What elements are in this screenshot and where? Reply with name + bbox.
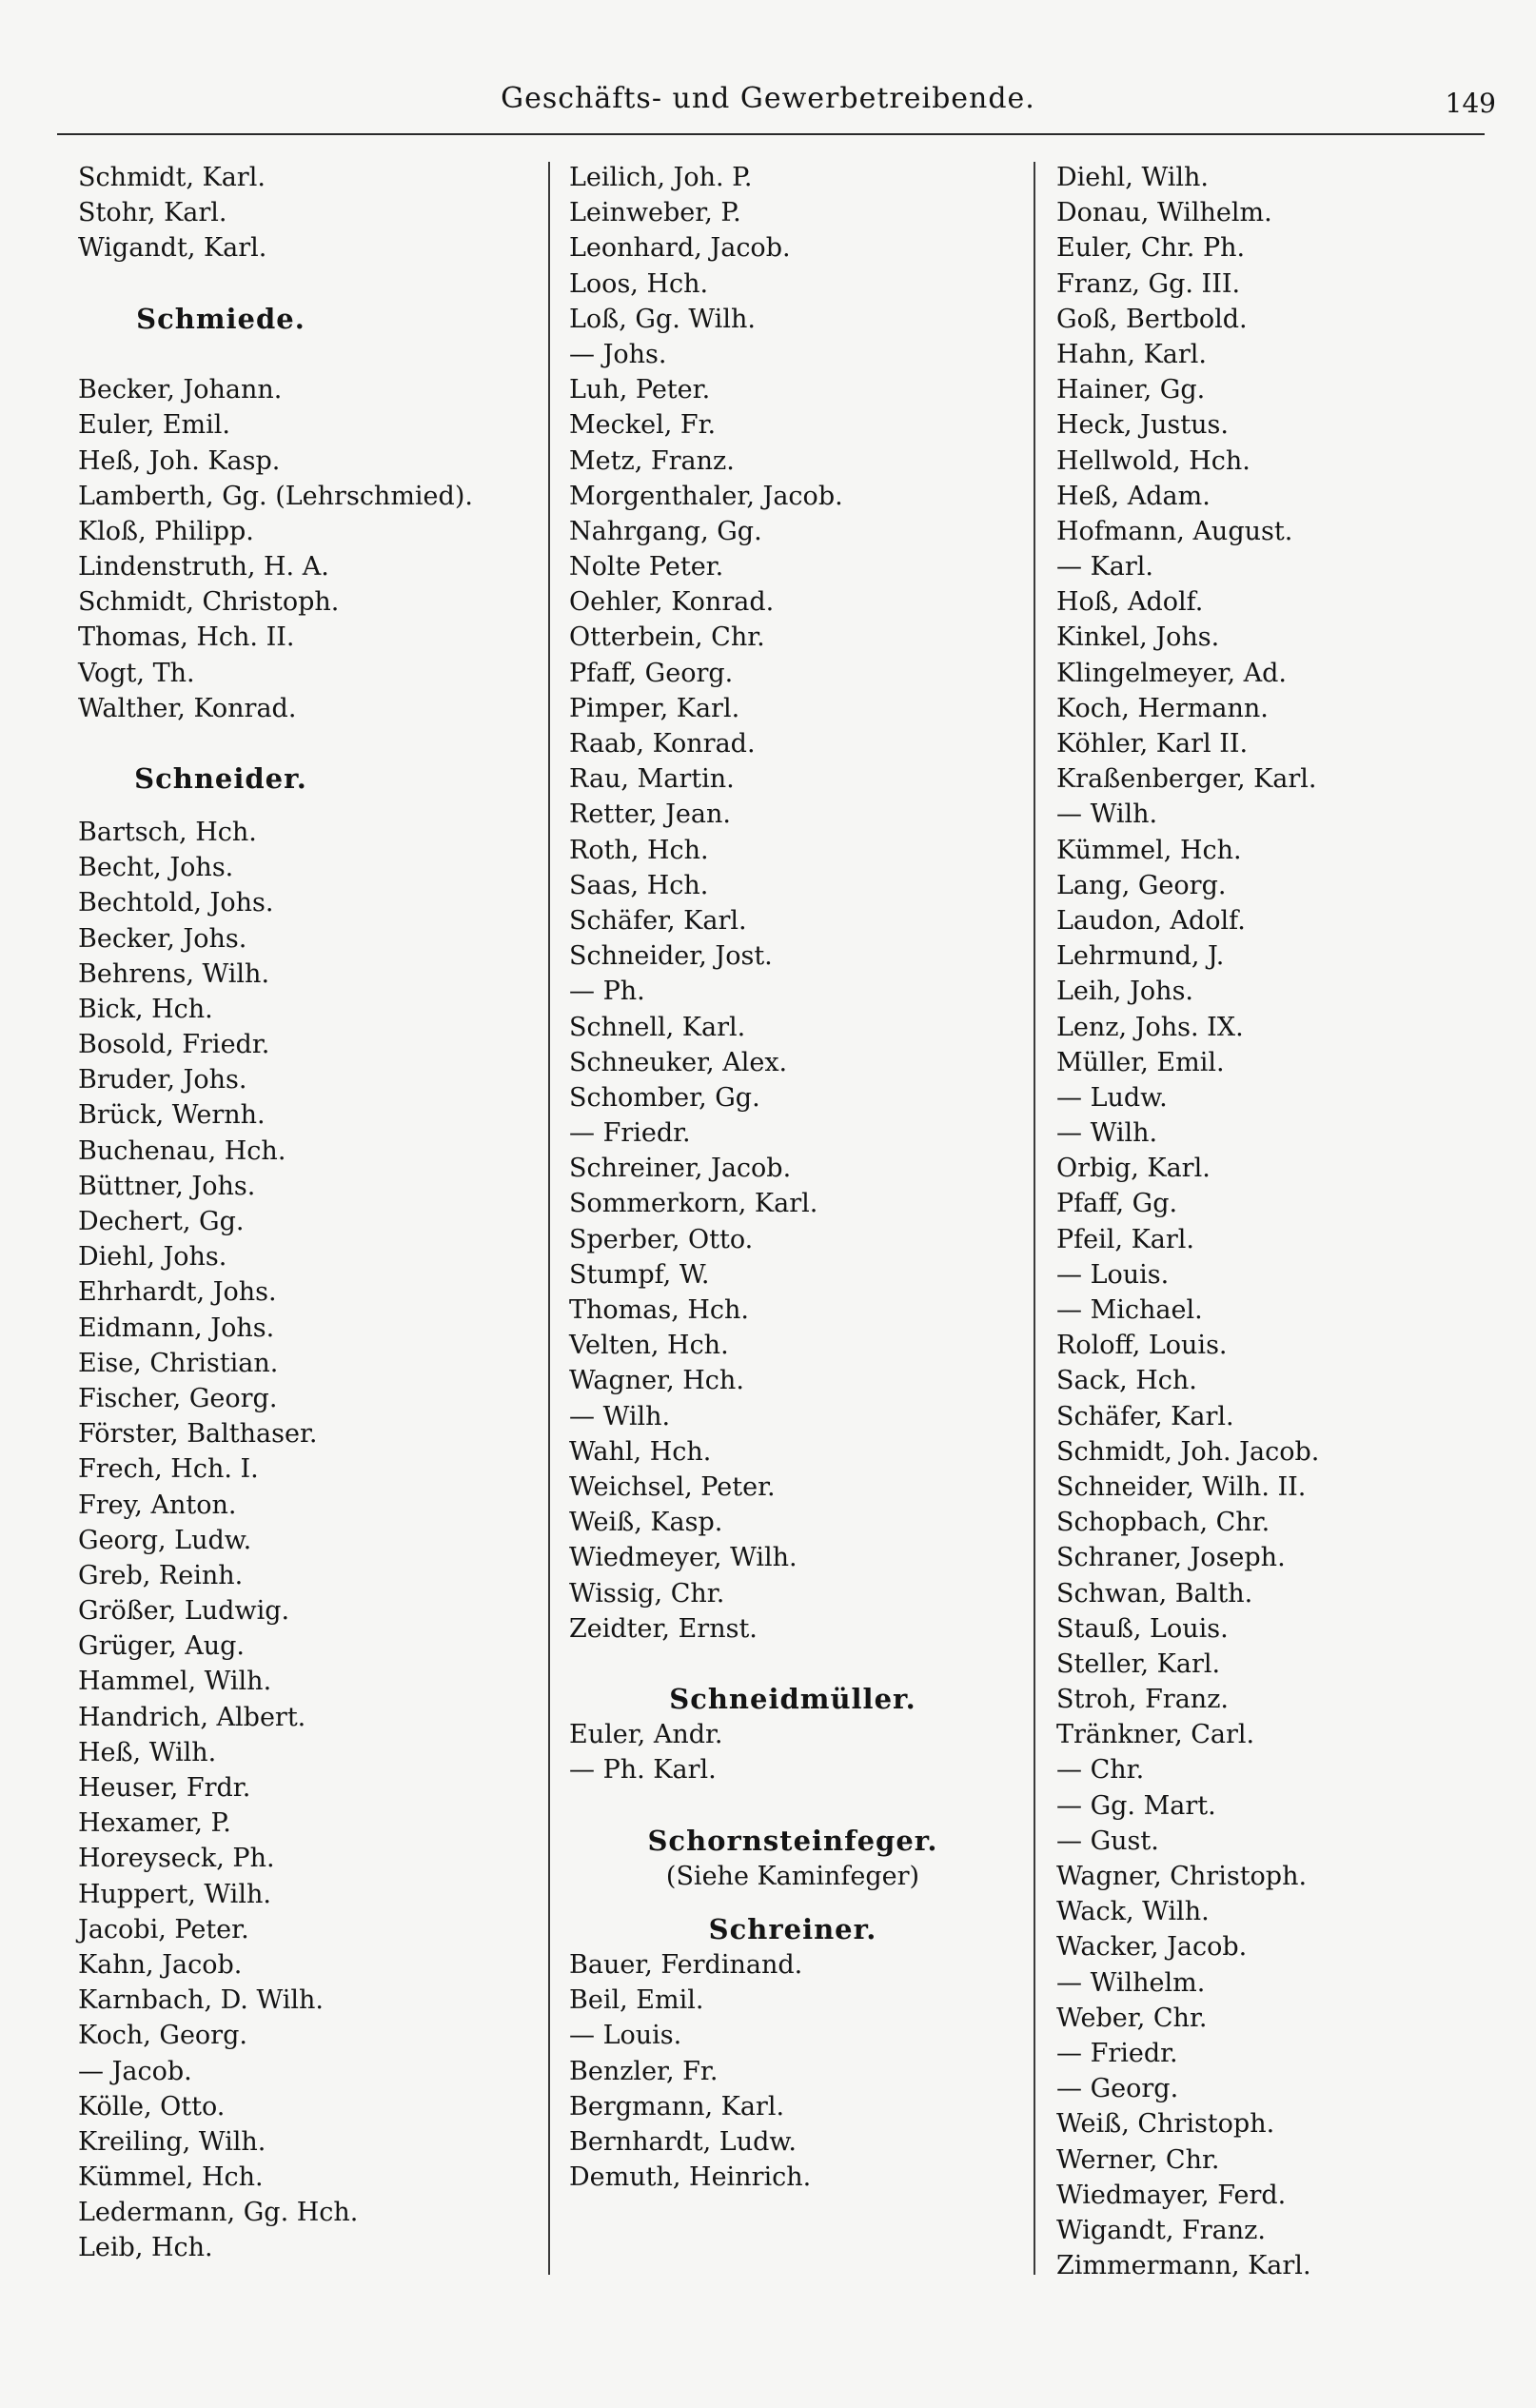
list-item: Leinweber, P. [569, 198, 741, 228]
list-item: Schwan, Balth. [1056, 1578, 1253, 1609]
list-item: Bick, Hch. [78, 994, 213, 1024]
list-item: Wissig, Chr. [569, 1578, 725, 1609]
column-divider-right [1034, 162, 1035, 2275]
list-item: Nahrgang, Gg. [569, 516, 762, 546]
list-item: Schneuker, Alex. [569, 1047, 788, 1077]
list-item: Sack, Hch. [1056, 1366, 1197, 1396]
list-item: Walther, Konrad. [78, 693, 297, 723]
list-item: Bergmann, Karl. [569, 2091, 785, 2122]
list-item: Diehl, Johs. [78, 1242, 227, 1273]
list-item: — Ph. Karl. [569, 1755, 717, 1786]
list-item: Größer, Ludwig. [78, 1596, 290, 1627]
list-item: Wiedmayer, Ferd. [1056, 2180, 1287, 2210]
list-item: Velten, Hch. [569, 1331, 729, 1361]
list-item: Schmidt, Christoph. [78, 587, 340, 618]
list-item: Frey, Anton. [78, 1490, 237, 1520]
list-item: Brück, Wernh. [78, 1100, 266, 1131]
list-item: Luh, Peter. [569, 375, 711, 405]
list-item: Stroh, Franz. [1056, 1685, 1229, 1715]
list-item: — Wilh. [1056, 799, 1158, 830]
list-item: — Gust. [1056, 1826, 1159, 1856]
list-item: Schomber, Gg. [569, 1082, 760, 1113]
list-item: Förster, Balthaser. [78, 1419, 318, 1450]
list-item: Schopbach, Chr. [1056, 1508, 1270, 1538]
list-item: Stohr, Karl. [78, 198, 227, 228]
entry-list-schreiner [569, 1947, 1016, 2195]
list-item: Kraßenberger, Karl. [1056, 764, 1317, 795]
list-item: Bauer, Ferdinand. [569, 1949, 803, 1980]
list-item: — Friedr. [569, 1118, 691, 1149]
column-3 [1056, 160, 1494, 2283]
entry-list-carryover [78, 160, 535, 266]
list-item: Leilich, Joh. P. [569, 163, 753, 192]
entry-list-schneider-cont [569, 160, 1016, 1647]
list-item: Schmidt, Joh. Jacob. [1056, 1436, 1320, 1467]
list-item: Saas, Hch. [569, 870, 709, 900]
list-item: Orbig, Karl. [1056, 1154, 1211, 1184]
column-1 [78, 160, 535, 2266]
list-item: Schneider, Jost. [569, 941, 773, 972]
list-item: Stumpf, W. [569, 1259, 710, 1290]
list-item: Metz, Franz. [569, 445, 735, 476]
list-item: Bartsch, Hch. [78, 817, 257, 847]
list-item: Weiß, Kasp. [569, 1508, 723, 1538]
list-item: Beil, Emil. [569, 1985, 704, 2016]
list-item: Wiedmeyer, Wilh. [569, 1543, 798, 1573]
header-rule [57, 133, 1485, 135]
list-item: Steller, Karl. [1056, 1648, 1221, 1679]
list-item: Stauß, Louis. [1056, 1613, 1229, 1644]
list-item: Grüger, Aug. [78, 1631, 245, 1662]
list-item: Hoß, Adolf. [1056, 587, 1204, 618]
list-item: Eise, Christian. [78, 1348, 279, 1378]
list-item: Wagner, Hch. [569, 1366, 744, 1396]
list-item: Euler, Chr. Ph. [1056, 233, 1246, 264]
list-item: — Georg. [1056, 2074, 1179, 2104]
list-item: Thomas, Hch. II. [78, 622, 295, 653]
list-item: Huppert, Wilh. [78, 1879, 271, 1909]
list-item: Greb, Reinh. [78, 1560, 244, 1590]
list-item: Vogt, Th. [78, 658, 195, 688]
list-item: Klingelmeyer, Ad. [1056, 658, 1288, 688]
list-item: Wigandt, Franz. [1056, 2215, 1266, 2245]
list-item: Behrens, Wilh. [78, 958, 270, 989]
list-item: — Karl. [1056, 552, 1153, 582]
list-item: — Wilh. [569, 1401, 671, 1431]
list-item: Pimper, Karl. [569, 693, 740, 723]
section-heading-schneidmueller: Schneidmüller. [669, 1683, 916, 1716]
list-item: — Friedr. [1056, 2038, 1178, 2068]
section-heading-schreiner: Schreiner. [708, 1912, 877, 1945]
list-item: — Louis. [569, 2021, 682, 2051]
column-2 [569, 160, 1016, 2195]
list-item: — Wilhelm. [1056, 1967, 1206, 1998]
section-heading-schmiede: Schmiede. [136, 302, 305, 335]
entry-list-schreiner-cont [1056, 160, 1494, 2283]
list-item: Nolte Peter. [569, 552, 724, 582]
column-divider-left [548, 162, 550, 2275]
list-item: Demuth, Heinrich. [569, 2162, 812, 2193]
list-item: Lenz, Johs. IX. [1056, 1012, 1244, 1042]
list-item: Lang, Georg. [1056, 870, 1227, 900]
list-item: Kümmel, Hch. [78, 2162, 264, 2193]
list-item: Oehler, Konrad. [569, 587, 775, 618]
list-item: Kölle, Otto. [78, 2091, 226, 2122]
page-header [0, 82, 1536, 139]
list-item: Wahl, Hch. [569, 1436, 712, 1467]
list-item: Lindenstruth, H. A. [78, 552, 329, 582]
list-item: Horeyseck, Ph. [78, 1844, 275, 1874]
list-item: Roth, Hch. [569, 835, 709, 865]
list-item: Schnell, Karl. [569, 1012, 746, 1042]
list-item: Leonhard, Jacob. [569, 233, 791, 264]
list-item: Buchenau, Hch. [78, 1135, 286, 1166]
list-item: Wacker, Jacob. [1056, 1932, 1248, 1963]
list-item: Schäfer, Karl. [1056, 1401, 1234, 1431]
list-item: Heß, Joh. Kasp. [78, 445, 281, 476]
list-item: Franz, Gg. III. [1056, 268, 1241, 299]
list-item: Bruder, Johs. [78, 1065, 247, 1095]
list-item: Goß, Bertbold. [1056, 304, 1248, 334]
list-item: Weiß, Christoph. [1056, 2109, 1275, 2140]
list-item: Werner, Chr. [1056, 2144, 1220, 2175]
list-item: Müller, Emil. [1056, 1047, 1225, 1077]
list-item: Schreiner, Jacob. [569, 1154, 792, 1184]
list-item: — Gg. Mart. [1056, 1790, 1216, 1821]
list-item: Sommerkorn, Karl. [569, 1189, 818, 1219]
list-item: Pfaff, Gg. [1056, 1189, 1178, 1219]
list-item: Schraner, Joseph. [1056, 1543, 1286, 1573]
list-item: — Ph. [569, 977, 645, 1007]
list-item: Heß, Wilh. [78, 1737, 217, 1767]
list-item: Bosold, Friedr. [78, 1030, 270, 1060]
list-item: Meckel, Fr. [569, 410, 717, 441]
list-item: Weichsel, Peter. [569, 1471, 776, 1502]
list-item: Hofmann, August. [1056, 516, 1293, 546]
list-item: Wack, Wilh. [1056, 1897, 1210, 1927]
entry-list-schneidmueller [569, 1717, 1016, 1787]
list-item: Karnbach, D. Wilh. [78, 1985, 324, 2016]
list-item: Becker, Johann. [78, 375, 283, 405]
section-heading-schornsteinfeger: Schornsteinfeger. [647, 1824, 938, 1857]
list-item: Koch, Hermann. [1056, 693, 1269, 723]
list-item: Handrich, Albert. [78, 1702, 306, 1732]
list-item: Hahn, Karl. [1056, 339, 1207, 369]
list-item: Sperber, Otto. [569, 1224, 754, 1254]
list-item: Roloff, Louis. [1056, 1331, 1228, 1361]
list-item: Bernhardt, Ludw. [569, 2126, 797, 2157]
list-item: Loß, Gg. Wilh. [569, 304, 756, 334]
list-item: Büttner, Johs. [78, 1171, 256, 1201]
list-item: — Chr. [1056, 1755, 1145, 1786]
list-item: Dechert, Gg. [78, 1207, 245, 1237]
list-item: Hammel, Wilh. [78, 1667, 272, 1697]
list-item: Wagner, Christoph. [1056, 1862, 1308, 1891]
list-item: Leib, Hch. [78, 2233, 213, 2263]
list-item: — Jacob. [78, 2056, 192, 2086]
list-item: Frech, Hch. I. [78, 1454, 259, 1485]
list-item: Ledermann, Gg. Hch. [78, 2198, 359, 2228]
list-item: Heuser, Frdr. [78, 1773, 251, 1804]
list-item: Schmidt, Karl. [78, 163, 266, 192]
list-item: — Johs. [569, 339, 667, 369]
list-item: Weber, Chr. [1056, 2003, 1208, 2033]
list-item: Morgenthaler, Jacob. [569, 481, 843, 511]
list-item: Kreiling, Wilh. [78, 2126, 266, 2157]
list-item: Pfeil, Karl. [1056, 1224, 1194, 1254]
list-item: Loos, Hch. [569, 268, 709, 299]
list-item: Hexamer, P. [78, 1808, 231, 1839]
list-item: Kümmel, Hch. [1056, 835, 1242, 865]
entry-list-schmiede [78, 372, 535, 726]
list-item: Hellwold, Hch. [1056, 445, 1250, 476]
list-item: Benzler, Fr. [569, 2056, 719, 2086]
list-item: Schäfer, Karl. [569, 905, 747, 936]
list-item: Retter, Jean. [569, 799, 731, 830]
list-item: Heß, Adam. [1056, 481, 1211, 511]
cross-reference-note: (Siehe Kaminfeger) [665, 1862, 920, 1891]
list-item: Becht, Johs. [78, 853, 234, 883]
list-item: Eidmann, Johs. [78, 1313, 275, 1343]
list-item: Heck, Justus. [1056, 410, 1229, 441]
list-item: Koch, Georg. [78, 2021, 247, 2051]
list-item: Zeidter, Ernst. [569, 1613, 758, 1644]
list-item: Diehl, Wilh. [1056, 163, 1209, 192]
list-item: — Louis. [1056, 1259, 1170, 1290]
list-item: Thomas, Hch. [569, 1295, 750, 1325]
list-item: — Ludw. [1056, 1082, 1168, 1113]
section-heading-schneider: Schneider. [134, 762, 307, 796]
list-item: Wigandt, Karl. [78, 233, 267, 264]
list-item: Köhler, Karl II. [1056, 729, 1249, 759]
list-item: Tränkner, Carl. [1056, 1720, 1255, 1750]
list-item: Schneider, Wilh. II. [1056, 1471, 1307, 1502]
list-item: Kahn, Jacob. [78, 1949, 243, 1980]
list-item: Euler, Andr. [569, 1720, 723, 1750]
list-item: Otterbein, Chr. [569, 622, 765, 653]
list-item: Fischer, Georg. [78, 1383, 278, 1413]
list-item: Leih, Johs. [1056, 977, 1194, 1007]
running-title: Geschäfts- und Gewerbetreibende. [501, 82, 1035, 115]
list-item: Euler, Emil. [78, 410, 230, 441]
entry-list-schneider [78, 815, 535, 2266]
list-item: Zimmermann, Karl. [1056, 2251, 1311, 2281]
list-item: Pfaff, Georg. [569, 658, 734, 688]
list-item: Lehrmund, J. [1056, 941, 1225, 972]
list-item: Raab, Konrad. [569, 729, 756, 759]
list-item: Donau, Wilhelm. [1056, 198, 1272, 228]
list-item: Rau, Martin. [569, 764, 735, 795]
list-item: Bechtold, Johs. [78, 888, 274, 918]
list-item: Laudon, Adolf. [1056, 905, 1246, 936]
list-item: Lamberth, Gg. (Lehrschmied). [78, 481, 473, 511]
list-item: — Michael. [1056, 1295, 1203, 1325]
list-item: Hainer, Gg. [1056, 375, 1206, 405]
list-item: Ehrhardt, Johs. [78, 1277, 277, 1308]
list-item: Jacobi, Peter. [78, 1914, 249, 1944]
list-item: Kinkel, Johs. [1056, 622, 1220, 653]
list-item: Becker, Johs. [78, 923, 247, 954]
page-number: 149 [1445, 88, 1496, 119]
list-item: Kloß, Philipp. [78, 516, 254, 546]
list-item: — Wilh. [1056, 1118, 1158, 1149]
list-item: Georg, Ludw. [78, 1525, 252, 1555]
